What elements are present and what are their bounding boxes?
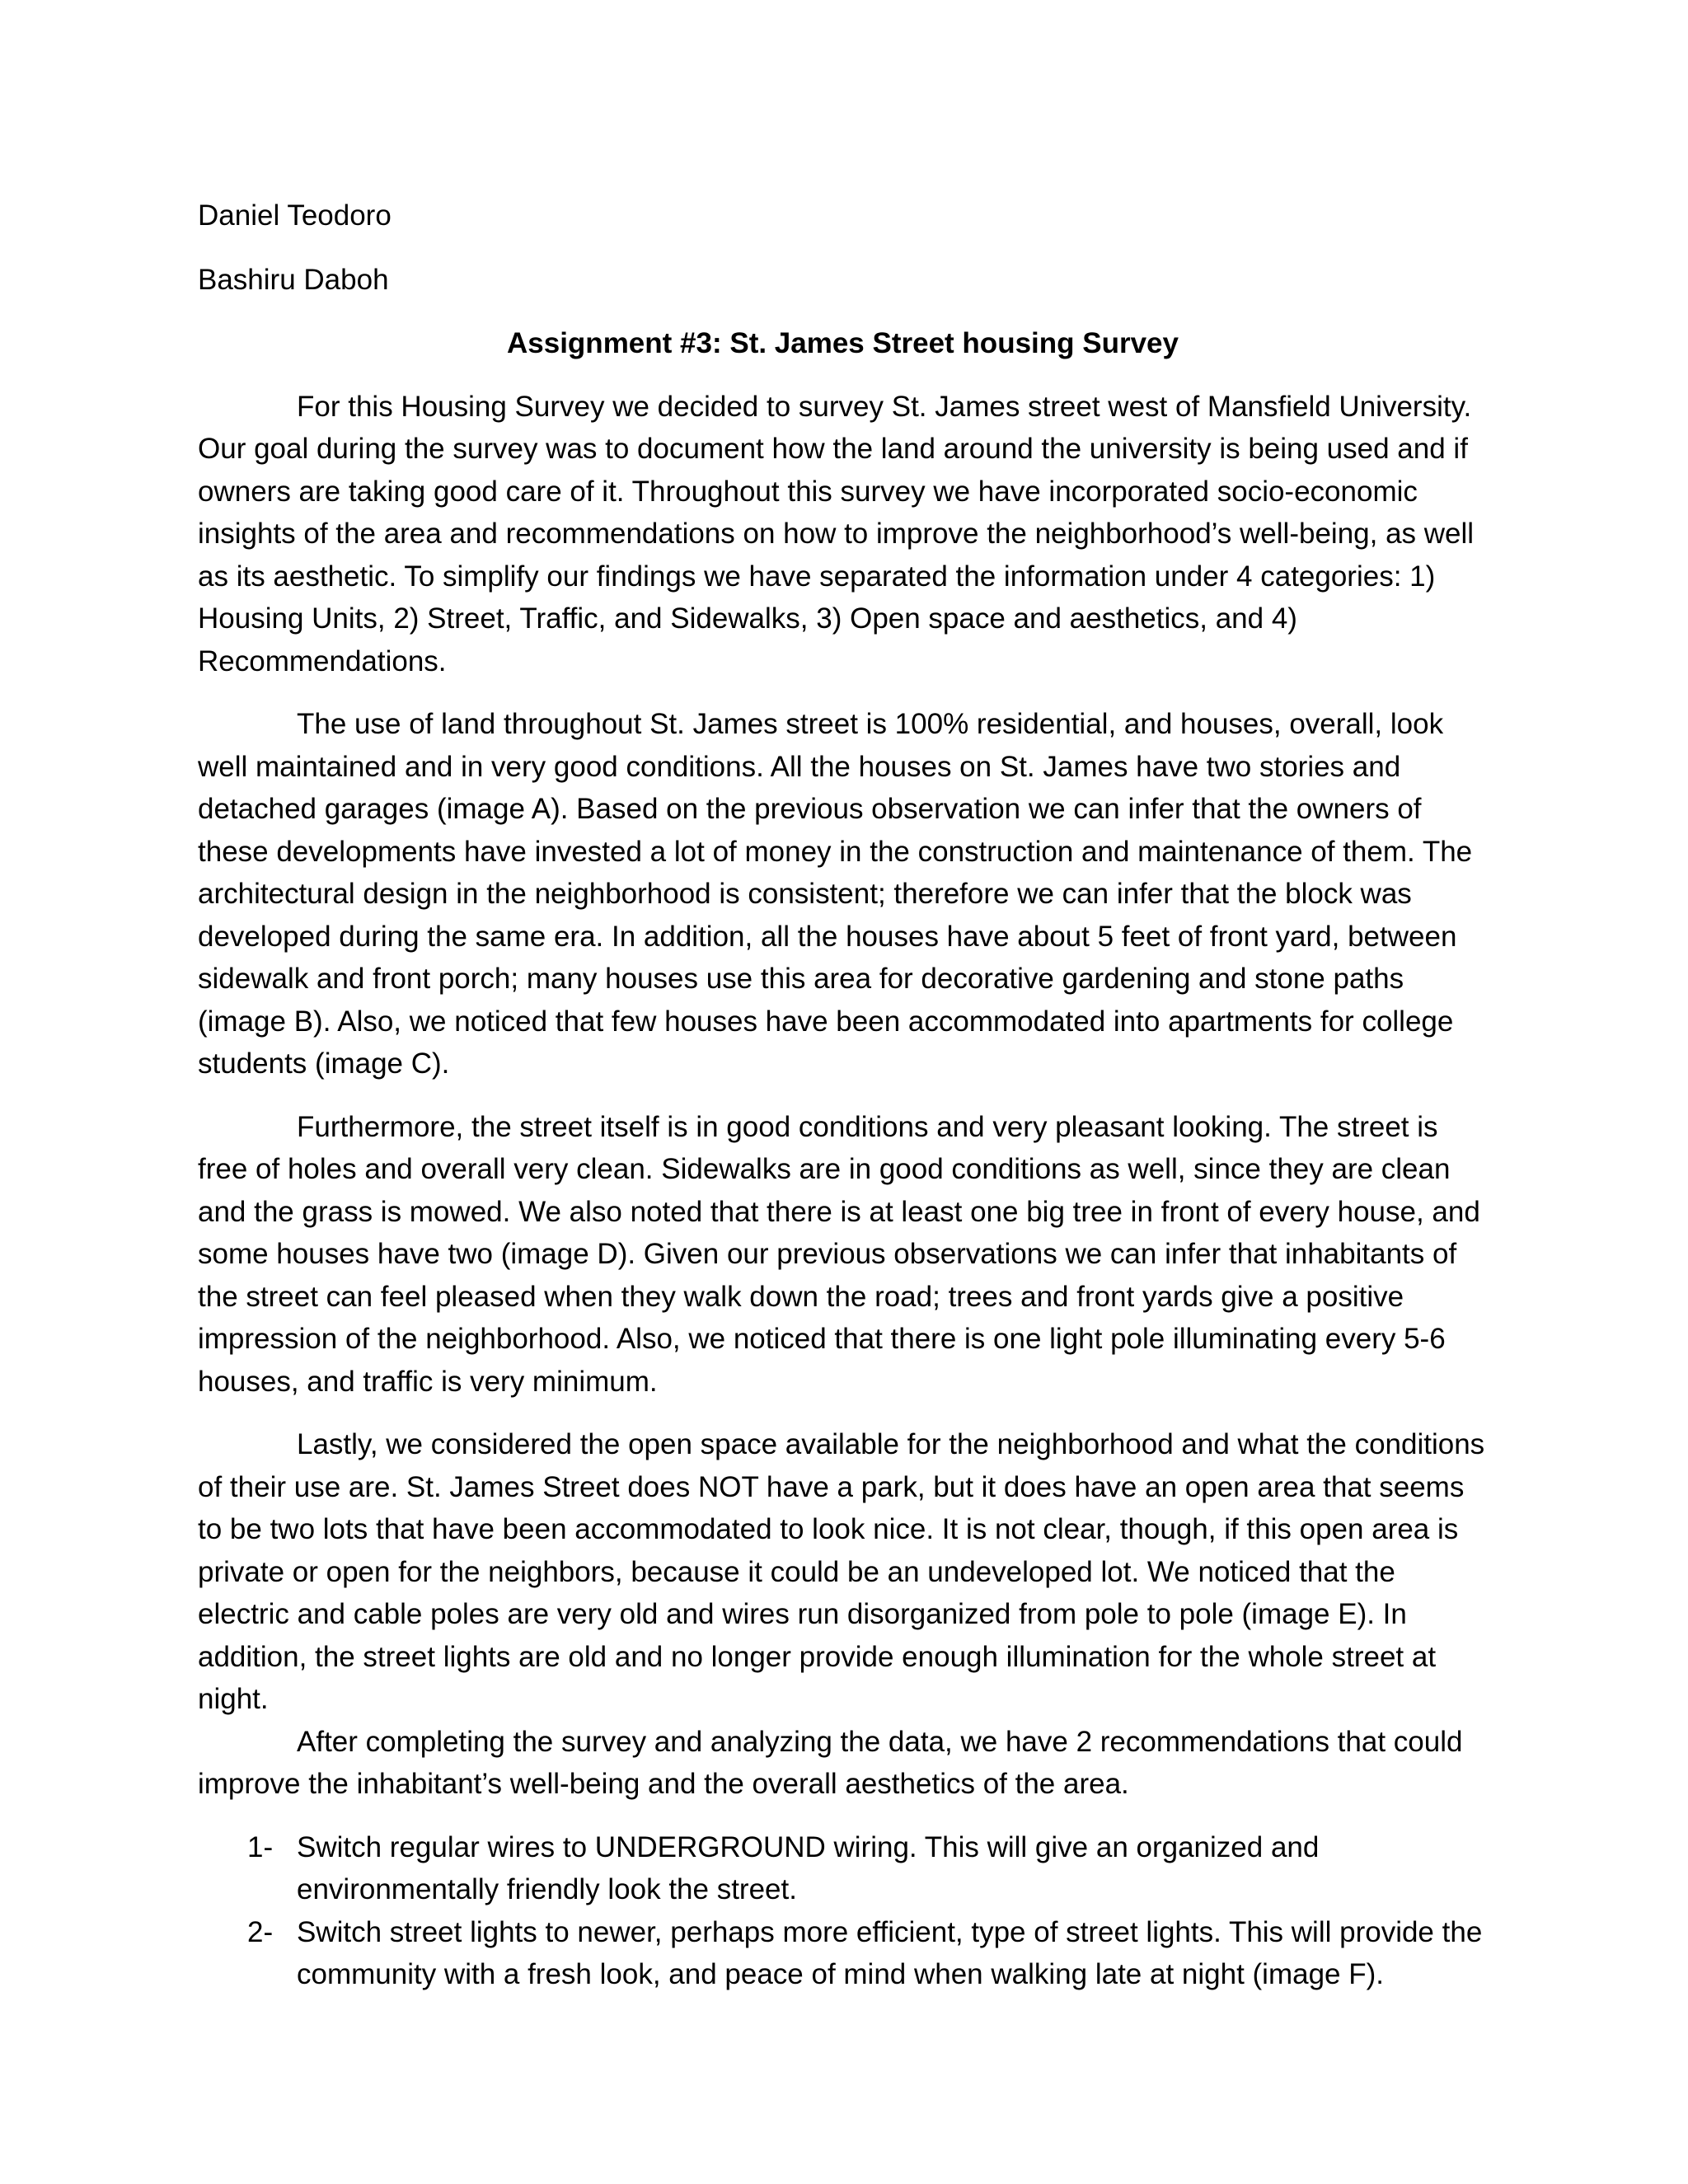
list-item-text: Switch regular wires to UNDERGROUND wiring. This will give an organized and environmentally friendly look the street.: [297, 1830, 1320, 1905]
paragraph-street-traffic-sidewalks: Furthermore, the street itself is in good conditions and very pleasant looking. The street is free of holes and overall very clean. Sidewalks are in good conditions as well, since they are clean and the grass is mowed. We also noted that there is at least one big tree in front of every house, and some houses have two (image D). Given our previous observations we can infer that inhabitants of the street can feel pleased when they walk down the road; trees and front yards give a positive impression of the neighborhood. Also, we noticed that there is one light pole illuminating every 5-6 houses, and traffic is very minimum.: [198, 1110, 1480, 1398]
paragraph-housing-units: The use of land throughout St. James street is 100% residential, and houses, overall, look well maintained and in very good conditions. All the houses on St. James have two stories and detached garages (image A). Based on the previous observation we can infer that the owners of these developments have invested a lot of money in the construction and maintenance of them. The architectural design in the neighborhood is consistent; therefore we can infer that the block was developed during the same era. In addition, all the houses have about 5 feet of front yard, between sidewalk and front porch; many houses use this area for decorative gardening and stone paths (image B). Also, we noticed that few houses have been accommodated into apartments for college students (image C).: [198, 708, 1473, 1080]
document-body: [198, 194, 1488, 1996]
document-title: Assignment #3: St. James Street housing Survey: [507, 327, 1179, 359]
paragraph-recommendations-intro: After completing the survey and analyzing the data, we have 2 recommendations that could improve the inhabitant’s well-being and the overall aesthetics of the area.: [198, 1725, 1463, 1800]
list-marker: 1-: [247, 1830, 274, 1863]
paragraph-introduction: For this Housing Survey we decided to survey St. James street west of Mansfield University. Our goal during the survey was to document how the land around the university is being used and if owners are taking good care of it. Throughout this survey we have incorporated socio-economic insights of the area and recommendations on how to improve the neighborhood’s well-being, as well as its aesthetic. To simplify our findings we have separated the information under 4 categories: 1) Housing Units, 2) Street, Traffic, and Sidewalks, 3) Open space and aesthetics, and 4) Recommendations.: [198, 390, 1475, 677]
author-name: Daniel Teodoro: [198, 199, 392, 232]
list-item: [198, 1826, 1488, 1911]
author-name: Bashiru Daboh: [198, 263, 389, 296]
paragraph-open-space: Lastly, we considered the open space available for the neighborhood and what the conditions of their use are. St. James Street does NOT have a park, but it does have an open area that seems to be two lots that have been accommodated to look nice. It is not clear, though, if this open area is private or open for the neighbors, because it could be an undeveloped lot. We noticed that the electric and cable poles are very old and wires run disorganized from pole to pole (image E). In addition, the street lights are old and no longer provide enough illumination for the whole street at night.: [198, 1428, 1485, 1715]
recommendations-list: [198, 1826, 1488, 1996]
list-item-text: Switch street lights to newer, perhaps more efficient, type of street lights. This will provide the community with a fresh look, and peace of mind when walking late at night (image F).: [297, 1915, 1483, 1990]
list-item: [198, 1911, 1488, 1996]
list-marker: 2-: [247, 1915, 274, 1948]
